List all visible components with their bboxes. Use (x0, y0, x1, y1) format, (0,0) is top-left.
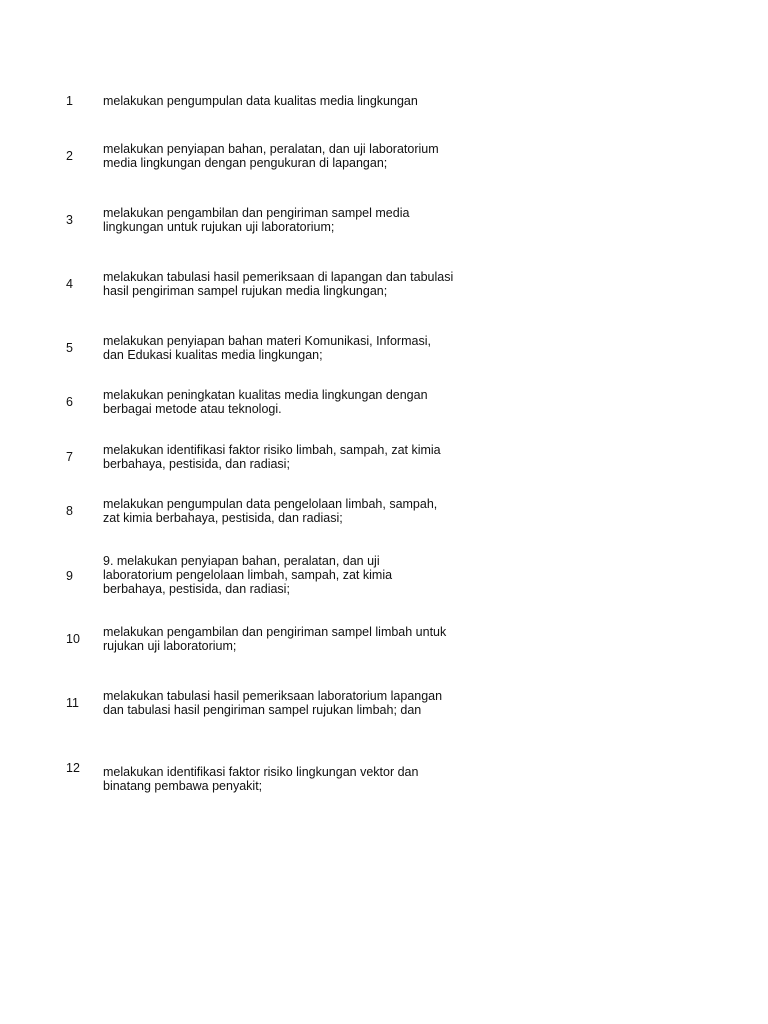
item-number: 9 (66, 569, 73, 583)
item-text: melakukan pengambilan dan pengiriman sampel limbah untuk rujukan uji laboratorium; (103, 625, 447, 653)
item-text: melakukan peningkatan kualitas media lingkungan dengan berbagai metode atau teknologi. (103, 388, 428, 416)
item-text: melakukan pengambilan dan pengiriman sampel media lingkungan untuk rujukan uji laboratorium; (103, 206, 410, 234)
item-number: 7 (66, 450, 73, 464)
item-text: 9. melakukan penyiapan bahan, peralatan, dan uji laboratorium pengelolaan limbah, sampah, zat kimia berbahaya, pestisida, dan radiasi; (103, 554, 393, 596)
item-number: 5 (66, 341, 73, 355)
item-number: 1 (66, 94, 73, 108)
item-number: 3 (66, 213, 73, 227)
item-text: melakukan penyiapan bahan, peralatan, dan uji laboratorium media lingkungan dengan pengukuran di lapangan; (103, 142, 439, 170)
item-text: melakukan tabulasi hasil pemeriksaan di lapangan dan tabulasi hasil pengiriman sampel rujukan media lingkungan; (103, 270, 454, 298)
item-text: melakukan identifikasi faktor risiko lingkungan vektor dan binatang pembawa penyakit; (103, 765, 419, 793)
item-number: 8 (66, 504, 73, 518)
item-number: 2 (66, 149, 73, 163)
item-number: 6 (66, 395, 73, 409)
item-number: 10 (66, 632, 80, 646)
item-text: melakukan penyiapan bahan materi Komunikasi, Informasi, dan Edukasi kualitas media lingkungan; (103, 334, 431, 362)
item-text: melakukan pengumpulan data kualitas media lingkungan (103, 94, 418, 108)
item-text: melakukan tabulasi hasil pemeriksaan laboratorium lapangan dan tabulasi hasil pengiriman sampel rujukan limbah; dan (103, 689, 443, 717)
item-number: 11 (66, 696, 79, 710)
item-number: 4 (66, 277, 73, 291)
item-text: melakukan identifikasi faktor risiko limbah, sampah, zat kimia berbahaya, pestisida, dan radiasi; (103, 443, 441, 471)
item-number: 12 (66, 761, 80, 775)
item-text: melakukan pengumpulan data pengelolaan limbah, sampah, zat kimia berbahaya, pestisida, dan radiasi; (103, 497, 438, 525)
